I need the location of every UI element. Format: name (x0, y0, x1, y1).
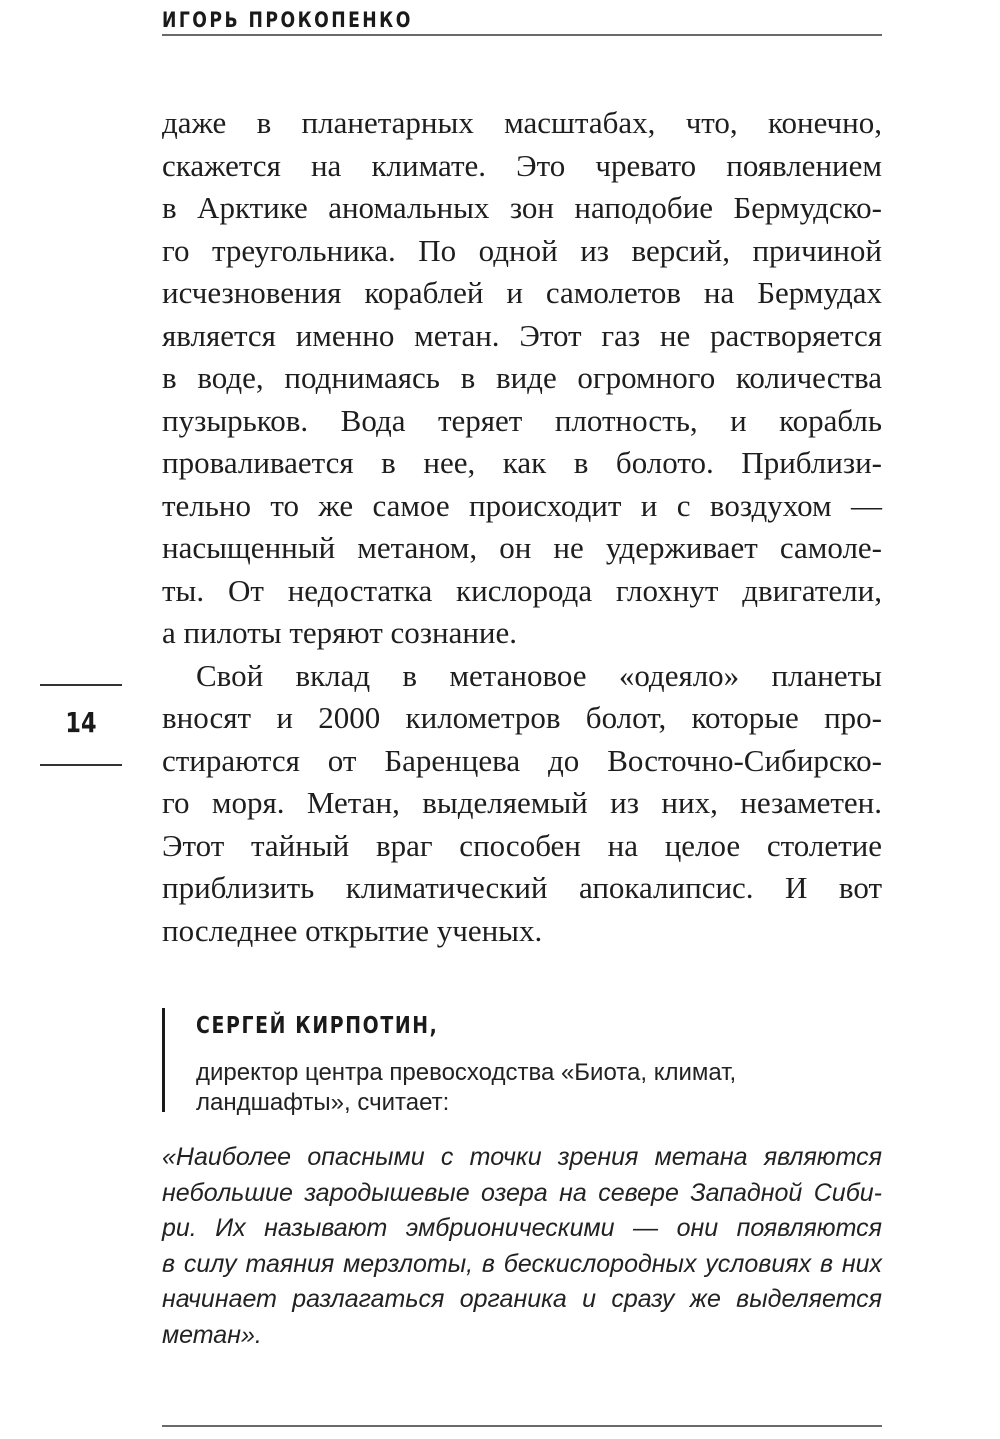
speaker-bar (162, 1008, 165, 1112)
body-text (162, 102, 882, 952)
page-number-rule-bottom (40, 764, 122, 766)
quote-line: ри. Их называют эмбрионическими — они появляются (162, 1214, 882, 1242)
text-line: последнее открытие ученых. (162, 912, 543, 948)
paragraph-1 (162, 102, 882, 655)
quote-line: «Наиболее опасными с точки зрения метана являются (162, 1143, 882, 1171)
quote-line: в силу таяния мерзлоты, в бескислородных условиях в них (162, 1249, 882, 1278)
page-number: 14 (65, 706, 97, 739)
paragraph-2 (162, 655, 882, 953)
text-line: насыщенный метаном, он не удерживает самоле- (162, 530, 882, 565)
footer-rule (162, 1425, 882, 1427)
text-line: даже в планетарных масштабах, что, конечно, (162, 105, 882, 140)
text-line: приблизить климатический апокалипсис. И вот (162, 870, 882, 905)
text-line: Этот тайный враг способен на целое столетие (162, 827, 882, 863)
text-line: исчезновения кораблей и самолетов на Бермудах (162, 275, 882, 310)
quote-line: метан». (162, 1320, 262, 1349)
running-header-author: ИГОРЬ ПРОКОПЕНКО (162, 8, 413, 32)
running-header (162, 4, 882, 36)
quote-line: небольшие зародышевые озера на севере Западной Сиби- (162, 1178, 882, 1207)
text-line: ты. От недостатка кислорода глохнут двигатели, (162, 572, 882, 608)
page-number-rule-top (40, 684, 122, 686)
speaker-block (162, 1008, 882, 1114)
speaker-role (196, 1058, 876, 1118)
text-line: проваливается в нее, как в болото. Приблизи- (162, 445, 882, 480)
speaker-role-line: директор центра превосходства «Биота, климат, (196, 1059, 737, 1086)
text-line: является именно метан. Этот газ не растворяется (162, 317, 882, 353)
text-line: пузырьков. Вода теряет плотность, и корабль (162, 402, 882, 438)
page-number-block (40, 684, 122, 766)
speaker-role-line: ландшафты», считает: (196, 1089, 450, 1116)
text-line: скажется на климате. Это чревато появлением (162, 147, 882, 183)
text-line: а пилоты теряют сознание. (162, 615, 518, 650)
text-line: в Арктике аномальных зон наподобие Бермудско- (162, 190, 882, 225)
text-line: стираются от Баренцева до Восточно-Сибирско- (162, 742, 882, 778)
text-line: го моря. Метан, выделяемый из них, незаметен. (162, 785, 882, 820)
text-line: Свой вклад в метановое «одеяло» планеты (196, 657, 882, 693)
quote-line: начинает разлагаться органика и сразу же выделяется (162, 1285, 882, 1313)
text-line: го треугольника. По одной из версий, причиной (162, 232, 882, 268)
speaker-name: СЕРГЕЙ КИРПОТИН, (196, 1013, 439, 1039)
quote-text (162, 1140, 882, 1353)
text-line: вносят и 2000 километров болот, которые про- (162, 700, 882, 735)
text-line: тельно то же самое происходит и с воздухом — (162, 487, 882, 523)
text-line: в воде, поднимаясь в виде огромного количества (162, 360, 882, 395)
